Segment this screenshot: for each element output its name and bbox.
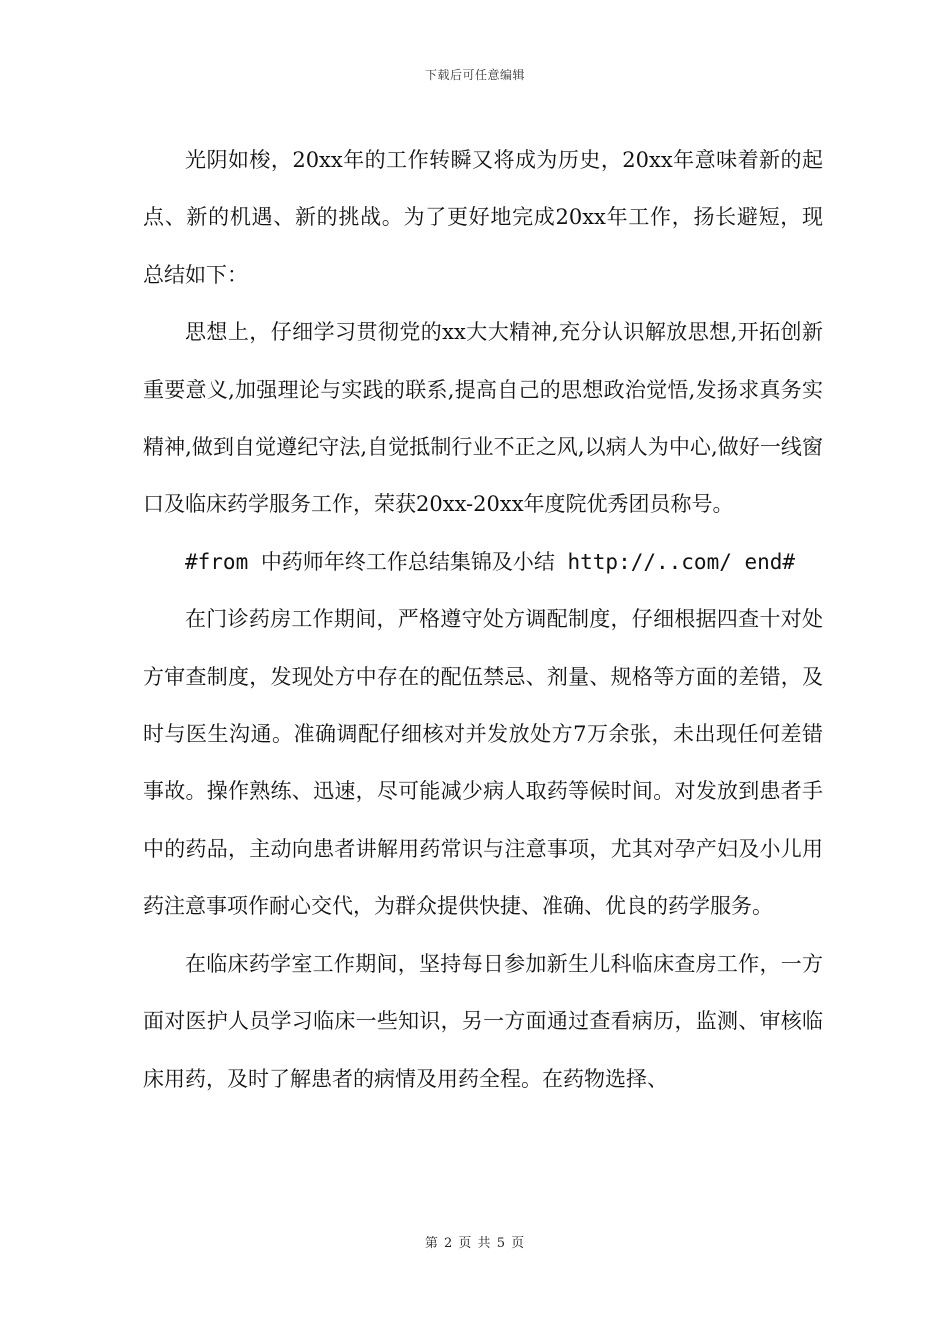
header-note: 下载后可任意编辑 (424, 68, 525, 82)
page-number: 第 2 页 共 5 页 (424, 1236, 526, 1251)
document-body (143, 132, 823, 1108)
paragraph-thought: 思想上，仔细学习贯彻党的xx大大精神,充分认识解放思想,开拓创新重要意义,加强理论与实践的联系,提高自己的思想政治觉悟,发扬求真务实精神,做到自觉遵纪守法,自觉抵制行业不正之风,以病人为中心,做好一线窗口及临床药学服务工作，荣获20xx-20xx年度院优秀团员称号。 (143, 320, 823, 517)
paragraph-tagline: #from 中药师年终工作总结集锦及小结 http://..com/ end# (185, 549, 796, 574)
paragraph-clinical: 在临床药学室工作期间，坚持每日参加新生儿科临床查房工作，一方面对医护人员学习临床一些知识，另一方面通过查看病历，监测、审核临床用药，及时了解患者的病情及用药全程。在药物选择、 (143, 951, 823, 1091)
paragraph-pharmacy: 在门诊药房工作期间，严格遵守处方调配制度，仔细根据四查十对处方审查制度，发现处方中存在的配伍禁忌、剂量、规格等方面的差错，及时与医生沟通。准确调配仔细核对并发放处方7万余张，未出现任何差错事故。操作熟练、迅速，尽可能减少病人取药等候时间。对发放到患者手中的药品，主动向患者讲解用药常识与注意事项，尤其对孕产妇及小儿用药注意事项作耐心交代，为群众提供快捷、准确、优良的药学服务。 (143, 607, 823, 919)
paragraph-intro: 光阴如梭，20xx年的工作转瞬又将成为历史，20xx年意味着新的起点、新的机遇、新的挑战。为了更好地完成20xx年工作，扬长避短，现总结如下： (143, 148, 823, 287)
